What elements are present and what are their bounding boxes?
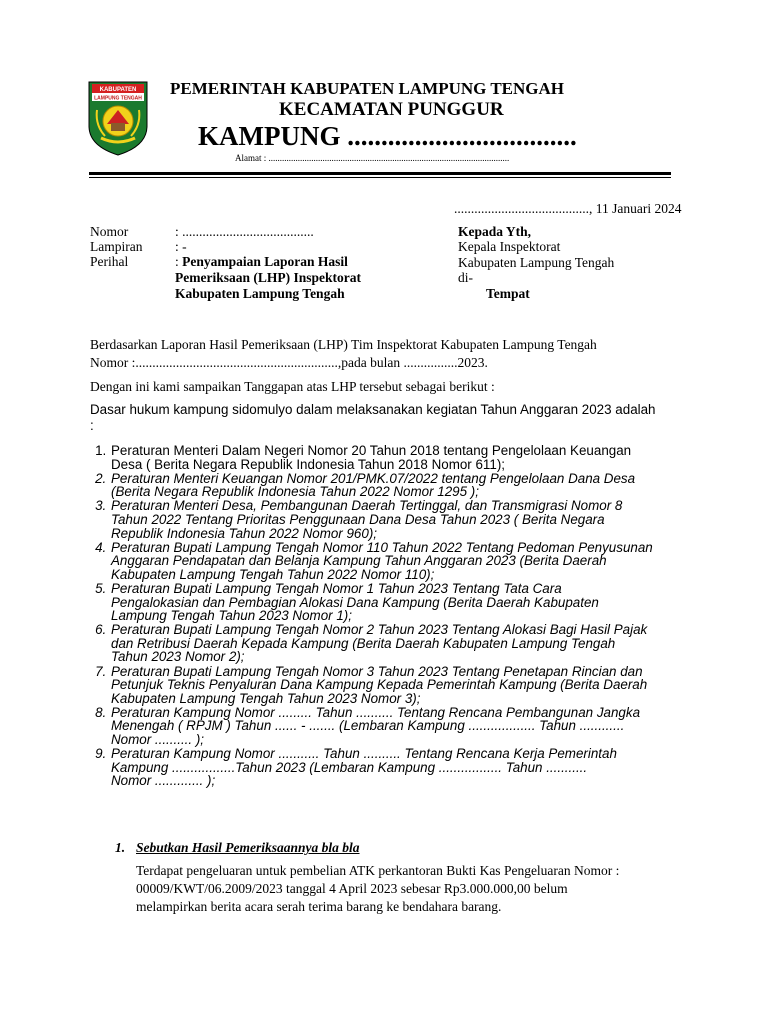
perihal-line-3: Kabupaten Lampung Tengah — [175, 286, 345, 301]
section-1-line-2: 00009/KWT/06.2009/2023 tanggal 4 April 2023 sebesar Rp3.000.000,00 belum — [136, 881, 568, 896]
recipient-title: Kepala Inspektorat — [458, 239, 561, 254]
intro-paragraph-line-2: Nomor :............................................................,pada bulan ................2023. — [90, 355, 488, 370]
legal-basis-item — [110, 472, 710, 499]
section-1-line-1: Terdapat pengeluaran untuk pembelian ATK perkantoran Bukti Kas Pengeluaran Nomor : — [136, 863, 620, 878]
perihal-line-2: Pemeriksaan (LHP) Inspektorat — [175, 270, 361, 285]
legal-basis-item — [110, 665, 710, 706]
law-3-line-1: Peraturan Menteri Desa, Pembangunan Daerah Tertinggal, dan Transmigrasi Nomor 8 — [111, 498, 623, 514]
law-9-line-3: Nomor ............. ); — [111, 773, 216, 789]
lampiran-label: Lampiran — [90, 239, 143, 254]
section-1-title: Sebutkan Hasil Pemeriksaannya bla bla — [136, 840, 360, 855]
perihal-label: Perihal — [90, 254, 129, 269]
letter-date: ........................................, 11 Januari 2024 — [454, 201, 682, 216]
section-1-number: 1. — [115, 840, 126, 855]
recipient-place: Tempat — [486, 286, 530, 301]
nomor-value: : ....................................... — [175, 224, 314, 239]
letterhead-address: Alamat : ........................................................................................................... — [235, 153, 510, 163]
law-7-line-3: Kabupaten Lampung Tengah Tahun 2023 Nomor 3); — [111, 690, 421, 706]
regency-emblem-logo — [87, 80, 149, 156]
intro-paragraph-line-1: Berdasarkan Laporan Hasil Pemeriksaan (LHP) Tim Inspektorat Kabupaten Lampung Tengah — [90, 337, 597, 352]
law-2-line-1: Peraturan Menteri Keuangan Nomor 201/PMK.07/2022 tentang Pengelolaan Dana Desa — [111, 470, 636, 486]
law-5-line-1: Peraturan Bupati Lampung Tengah Nomor 1 Tahun 2023 Tentang Tata Cara — [111, 580, 562, 596]
law-7-line-2: Petunjuk Teknis Penyaluran Dana Kampung Kepada Pemerintah Kampung (Berita Daerah — [111, 677, 648, 693]
legal-basis-item — [110, 444, 710, 471]
law-4-line-1: Peraturan Bupati Lampung Tengah Nomor 110 Tahun 2022 Tentang Pedoman Penyusunan — [111, 539, 653, 555]
law-8-line-2: Menengah ( RPJM ) Tahun ...... - ....... (Lembaran Kampung .................. Tahun ............ — [111, 718, 625, 734]
law-4-line-3: Kabupaten Lampung Tengah Tahun 2022 Nomor 110); — [111, 566, 435, 582]
recipient-salutation: Kepada Yth, — [458, 224, 532, 239]
perihal-prefix: : — [175, 254, 183, 269]
legal-basis-item — [110, 541, 710, 582]
letterhead-divider-thick — [89, 172, 671, 175]
law-1-line-1: Peraturan Menteri Dalam Negeri Nomor 20 Tahun 2018 tentang Pengelolaan Keuangan — [111, 443, 632, 458]
law-8-line-1: Peraturan Kampung Nomor ......... Tahun .......... Tentang Rencana Pembangunan Jangka — [111, 704, 641, 720]
legal-basis-list — [92, 444, 710, 788]
law-1-line-2: Desa ( Berita Negara Republik Indonesia Tahun 2018 Nomor 611); — [111, 456, 506, 472]
response-intro: Dengan ini kami sampaikan Tanggapan atas LHP tersebut sebagai berikut : — [90, 379, 495, 394]
nomor-label: Nomor — [90, 224, 129, 239]
law-9-line-2: Kampung .................Tahun 2023 (Lembaran Kampung ................. Tahun ........... — [111, 759, 588, 775]
law-7-line-1: Peraturan Bupati Lampung Tengah Nomor 3 Tahun 2023 Tentang Penetapan Rincian dan — [111, 663, 643, 679]
letterhead-government-title: PEMERINTAH KABUPATEN LAMPUNG TENGAH — [170, 79, 565, 98]
logo-subbanner-text: LAMPUNG TENGAH — [94, 95, 142, 102]
legal-basis-item — [110, 747, 710, 788]
law-6-line-2: dan Retribusi Daerah Kepada Kampung (Berita Daerah Kabupaten Lampung Tengah — [111, 635, 616, 651]
perihal-line-1: Penyampaian Laporan Hasil — [182, 254, 348, 269]
letterhead-district-title: KECAMATAN PUNGGUR — [279, 99, 504, 120]
law-9-line-1: Peraturan Kampung Nomor ........... Tahun .......... Tentang Rencana Kerja Pemerintah — [111, 746, 617, 762]
legal-basis-item — [110, 499, 710, 540]
legal-basis-item — [110, 706, 710, 747]
law-3-line-3: Republik Indonesia Tahun 2022 Nomor 960); — [111, 525, 378, 541]
letterhead-divider-thin — [89, 177, 671, 178]
law-5-line-2: Pengalokasian dan Pembagian Alokasi Dana Kampung (Berita Daerah Kabupaten — [111, 594, 599, 610]
section-1-line-3: melampirkan berita acara serah terima barang ke bendahara barang. — [136, 899, 502, 914]
lampiran-value: : - — [175, 239, 187, 254]
legal-basis-item — [110, 582, 710, 623]
perihal-subject — [175, 254, 348, 270]
letterhead-village-title: KAMPUNG .................................. — [198, 121, 577, 151]
law-3-line-2: Tahun 2022 Tentang Prioritas Penggunaan Dana Desa Tahun 2023 ( Berita Negara — [111, 511, 605, 527]
logo-banner-text: KABUPATEN — [99, 87, 137, 93]
legal-basis-intro-line-2: : — [90, 418, 94, 433]
law-2-line-2: (Berita Negara Republik Indonesia Tahun 2022 Nomor 1295 ); — [111, 484, 479, 500]
recipient-di: di- — [458, 270, 473, 285]
legal-basis-intro-line-1: Dasar hukum kampung sidomulyo dalam melaksanakan kegiatan Tahun Anggaran 2023 adalah — [90, 402, 656, 417]
law-6-line-1: Peraturan Bupati Lampung Tengah Nomor 2 Tahun 2023 Tentang Alokasi Bagi Hasil Pajak — [111, 622, 648, 638]
law-4-line-2: Anggaran Pendapatan dan Belanja Kampung Tahun Anggaran 2023 (Berita Daerah — [111, 553, 607, 569]
legal-basis-item — [110, 623, 710, 664]
law-6-line-3: Tahun 2023 Nomor 2); — [111, 649, 245, 665]
recipient-office: Kabupaten Lampung Tengah — [458, 255, 615, 270]
law-8-line-3: Nomor .......... ); — [111, 731, 205, 747]
law-5-line-3: Lampung Tengah Tahun 2023 Nomor 1); — [111, 608, 352, 624]
